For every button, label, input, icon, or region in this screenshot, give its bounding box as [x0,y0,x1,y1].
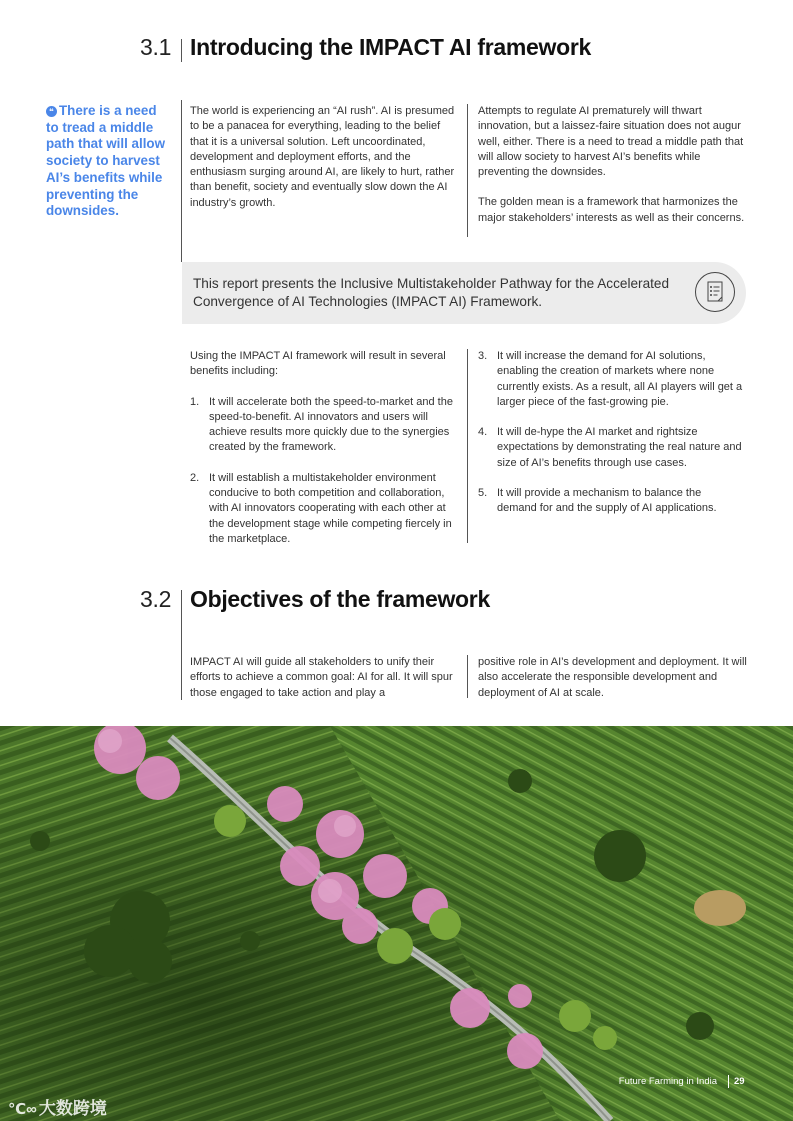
benefits-list [190,395,462,548]
objectives-column-right [467,655,750,698]
list-item: 5. It will provide a mechanism to balance the demand for and the supply of AI applications. [478,487,717,515]
section-title: Objectives of the framework [190,586,490,612]
intro-paragraph: The world is experiencing an “AI rush”. AI is presumed to be a panacea for everything, leading to the belief that it is a universal solution. Left uncoordinated, development and deployment efforts, and the enthusiasm surging around AI, are likely to hurt, rather than benefit, society and eventually slow down the AI industry’s growth. [190,105,455,209]
benefits-list [478,349,744,517]
objectives-paragraph: IMPACT AI will guide all stakeholders to unify their efforts to achieve a common goal: AI for all. It will spur those engaged to take action and play a [190,656,453,699]
framework-callout [182,262,746,324]
pull-quote-text: There is a need to tread a middle path that will allow society to harvest AI’s benefits while preventing the downsides. [46,103,166,219]
section-title: Introducing the IMPACT AI framework [190,34,591,60]
watermark-logo-icon: ℃∞ [8,1101,37,1118]
callout-text: This report presents the Inclusive Multistakeholder Pathway for the Accelerated Convergence of AI Technologies (IMPACT AI) Framework. [193,276,670,309]
aerial-tea-field-photo [0,726,793,1121]
document-list-icon [695,272,735,312]
page-number: 29 [734,1076,745,1087]
footer-divider [728,1075,729,1088]
list-item: 1. It will accelerate both the speed-to-market and the speed-to-benefit. AI innovators and users will achieve results more quickly due to the synergies created by the framework. [190,395,453,454]
heading-divider [181,590,182,700]
watermark [8,1094,107,1119]
watermark-text: 大数跨境 [38,1099,107,1118]
benefits-intro: Using the IMPACT AI framework will result in several benefits including: [190,350,446,378]
list-item: 2. It will establish a multistakeholder environment conducive to both competition and collaboration, with AI innovators cooperating with each other at the development stage while competing fiercely in the marketplace. [190,471,452,545]
objectives-column-left [190,655,458,701]
intro-column-left [190,104,458,211]
intro-paragraph: Attempts to regulate AI prematurely will thwart innovation, but a laissez-faire situation does not augur well, either. There is a need to tread a middle path that will allow society to harvest AI’s benefits while preventing the downsides. [478,105,744,179]
list-item: 4. It will de-hype the AI market and rightsize expectations by demonstrating the real nature and size of AI’s benefits through use cases. [478,426,742,469]
section-number: 3.2 [140,586,172,612]
quote-icon: ❝ [46,106,57,117]
intro-paragraph: The golden mean is a framework that harmonizes the major stakeholders’ interests as well as their concerns. [478,196,745,224]
margin-rule [181,100,182,262]
publication-name: Future Farming in India [618,1076,717,1087]
benefits-column-right [467,349,744,543]
objectives-paragraph: positive role in AI’s development and deployment. It will also accelerate the responsible development and deployment of AI at scale. [478,656,747,699]
pull-quote [46,103,172,220]
heading-divider [181,39,182,62]
intro-column-right [467,104,750,237]
list-item: 3. It will increase the demand for AI solutions, enabling the creation of markets where none currently exists. As a result, all AI players will get a larger piece of the fast-growing pie. [478,350,743,408]
section-number: 3.1 [140,34,172,60]
benefits-column-left [190,349,462,547]
